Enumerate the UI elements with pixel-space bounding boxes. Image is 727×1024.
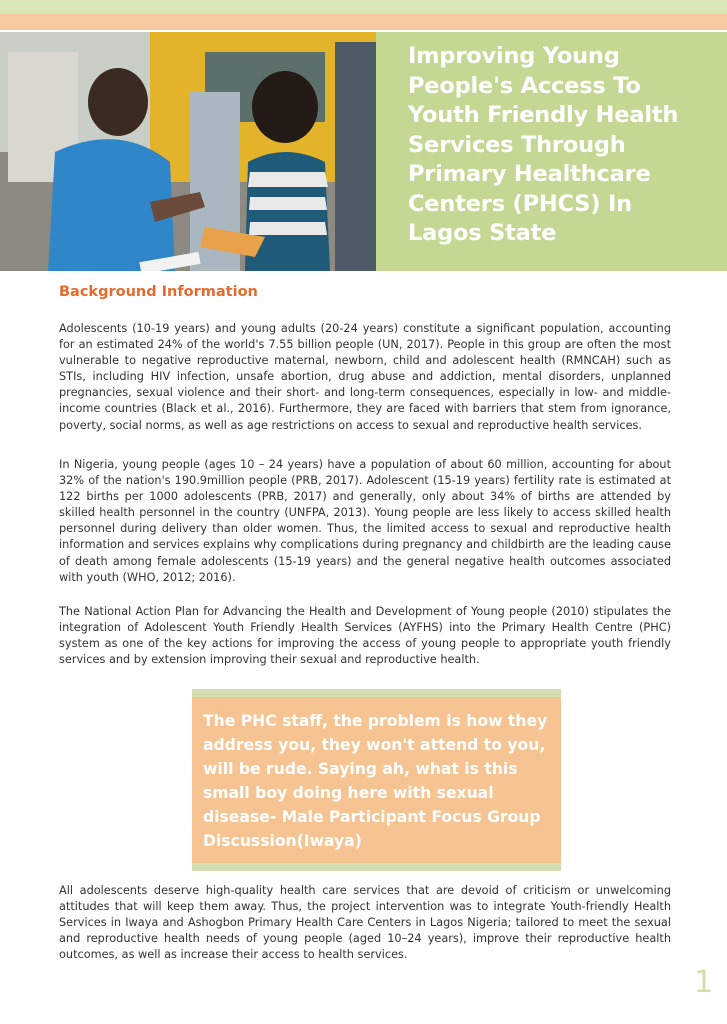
header-photo <box>0 32 376 271</box>
top-green-band <box>0 0 727 14</box>
paragraph-intervention: All adolescents deserve high-quality health care services that are devoid of criticism or unwelcoming attitudes that will keep them away. Thus, the project intervention was to integrate Youth-friendly Health Services in Iwaya and Ashogbon Primary Health Care Centers in Lagos Nigeria; tailored to meet the sexual and reproductive health needs of young people (aged 10–24 years), improve their reproductive health outcomes, as well as increase their access to health services. <box>59 884 671 962</box>
quote-text: The PHC staff, the problem is how they address you, they won't attend to you, will be rude. Saying ah, what is this small boy doing here with sexual disease- Male Participant Focus Group Discussion(Iwaya) <box>203 712 548 850</box>
document-title: Improving Young People's Access To Youth Friendly Health Services Through Primary Healthcare Centers (PHCS) In Lagos State <box>408 43 679 246</box>
page-number: 1 <box>694 965 714 1000</box>
paragraph-adolescents: Adolescents (10-19 years) and young adults (20-24 years) constitute a significant population, accounting for an estimated 24% of the world's 7.55 billion people (UN, 2017). People in this group are often the most vulnerable to negative reproductive maternal, newborn, child and adolescent health (RMNCAH) such as STIs, including HIV infection, unsafe abortion, drug abuse and addiction, mental disorders, unplanned pregnancies, sexual violence and their short- and long-term consequences, especially in low- and middle-income countries (Black et al., 2016). Furthermore, they are faced with barriers that stem from ignorance, poverty, social norms, as well as age restrictions on access to sexual and reproductive health services. <box>59 322 671 432</box>
paragraph-action-plan: The National Action Plan for Advancing the Health and Development of Young people (2010) stipulates the integration of Adolescent Youth Friendly Health Services (AYFHS) into the Primary Health Centre (PHC) system as one of the key actions for improving the access of young people to appropriate youth friendly services and by extension improving their sexual and reproductive health. <box>59 605 671 667</box>
section-heading-background: Background Information <box>59 284 258 300</box>
photo-illustration <box>0 32 376 271</box>
title-panel <box>376 32 727 271</box>
paragraph-nigeria: In Nigeria, young people (ages 10 – 24 years) have a population of about 60 million, accounting for about 32% of the nation's 190.9million people (PRB, 2017). Adolescent (15-19 years) fertility rate is estimated at 122 births per 1000 adolescents (PRB, 2017) and generally, only about 34% of births are attended by skilled health personnel in the country (UNFPA, 2013). Young people are less likely to access skilled health personnel during delivery than older women. Thus, the limited access to sexual and reproductive health information and services explains why complications during pregnancy and childbirth are the leading cause of death among female adolescents (15-19 years) and the general negative health outcomes associated with youth (WHO, 2012; 2016). <box>59 458 671 584</box>
top-orange-band <box>0 14 727 30</box>
